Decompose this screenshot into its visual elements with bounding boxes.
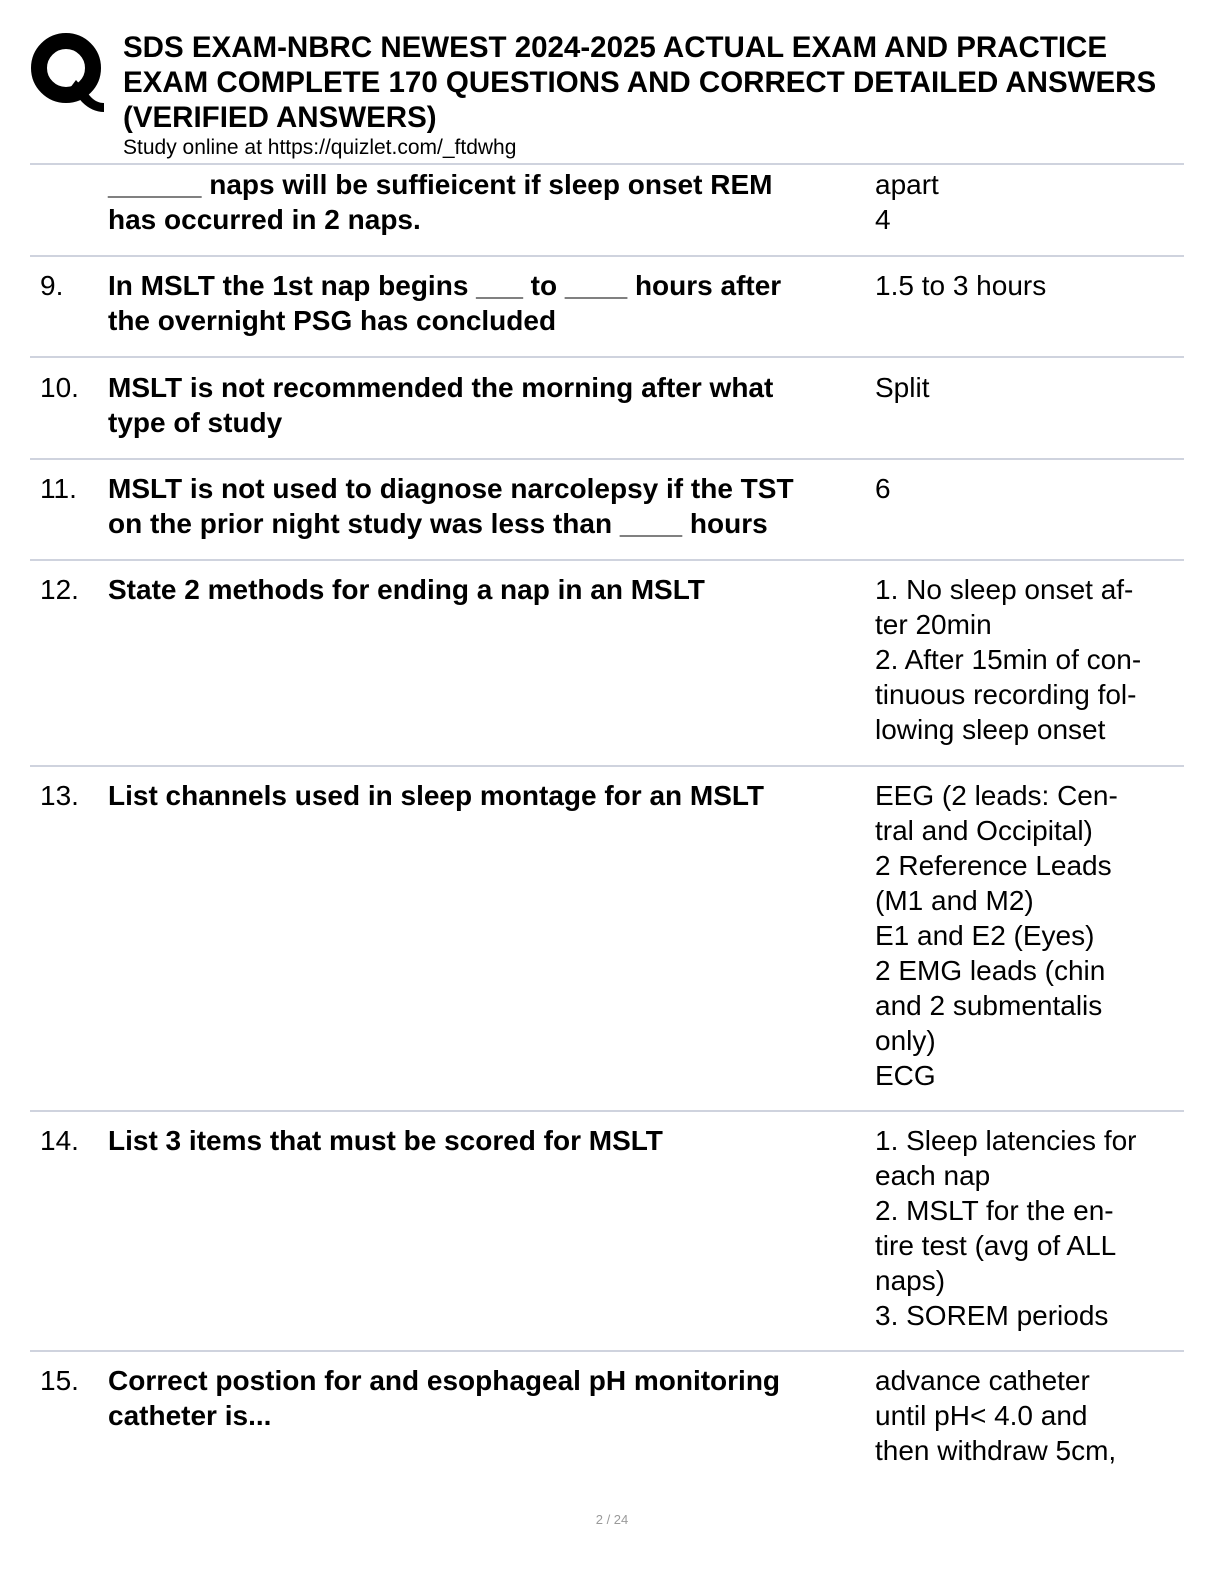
divider [30,559,1184,561]
document-title [123,30,1224,135]
question-line: MSLT is not used to diagnose narcolepsy if the TST [108,473,794,504]
question-line: Correct postion for and esophageal pH monitoring [108,1365,781,1396]
answer-line: E1 and E2 (Eyes) [875,920,1095,951]
card-question [108,572,878,607]
answer-line: apart [875,169,939,200]
card-question [108,1123,878,1158]
card-number: 9. [40,270,64,301]
answer-line: 1.5 to 3 hours [875,270,1047,301]
answer-line: 3. SOREM periods [875,1300,1109,1331]
answer-line: 4 [875,204,891,235]
answer-line: lowing sleep onset [875,714,1106,745]
card-number: 12. [40,574,79,605]
divider [30,255,1184,257]
card-question [108,778,878,813]
question-line: MSLT is not recommended the morning after what [108,372,774,403]
card-answer [875,572,1205,747]
answer-line: ECG [875,1060,936,1091]
card-question [108,471,878,541]
answer-line: advance catheter [875,1365,1090,1396]
divider [30,765,1184,767]
divider [30,356,1184,358]
card-answer [875,778,1205,1093]
answer-line: 6 [875,473,891,504]
question-line: type of study [108,407,283,438]
card-answer [875,471,1205,506]
divider [30,1110,1184,1112]
card-number: 14. [40,1125,79,1156]
answer-line: naps) [875,1265,946,1296]
answer-line: only) [875,1025,936,1056]
question-line: catheter is... [108,1400,272,1431]
question-line: has occurred in 2 naps. [108,204,421,235]
title-line-1: SDS EXAM-NBRC NEWEST 2024-2025 ACTUAL EXAM AND PRACTICE [123,31,1108,64]
card-answer [875,1363,1205,1468]
card-number: 11. [40,473,77,504]
answer-line: (M1 and M2) [875,885,1034,916]
question-line: List channels used in sleep montage for an MSLT [108,780,765,811]
title-line-2: EXAM COMPLETE 170 QUESTIONS AND CORRECT DETAILED ANSWERS [123,66,1157,99]
card-question [108,370,878,440]
study-online-link[interactable]: Study online at https://quizlet.com/_ftdwhg [123,136,517,159]
answer-line: 2. After 15min of con- [875,644,1142,675]
page-number: 2 / 24 [595,1512,629,1527]
answer-line: tire test (avg of ALL [875,1230,1117,1261]
title-line-3: (VERIFIED ANSWERS) [123,101,437,134]
question-line: List 3 items that must be scored for MSLT [108,1125,663,1156]
card-number: 15. [40,1365,79,1396]
answer-line: 1. Sleep latencies for [875,1125,1137,1156]
answer-line: tral and Occipital) [875,815,1093,846]
answer-line: 2 EMG leads (chin [875,955,1106,986]
answer-line: Split [875,372,930,403]
answer-line: 2. MSLT for the en- [875,1195,1114,1226]
answer-line: 2 Reference Leads [875,850,1112,881]
card-answer [875,1123,1205,1333]
answer-line: then withdraw 5cm, [875,1435,1117,1466]
answer-line: ter 20min [875,609,992,640]
quizlet-q-logo-icon [30,30,106,112]
question-line: In MSLT the 1st nap begins ___ to ____ hours after [108,270,782,301]
divider [30,163,1184,165]
question-line: ______ naps will be suffieicent if sleep onset REM [108,169,773,200]
question-line: on the prior night study was less than ____ hours [108,508,768,539]
answer-line: and 2 submentalis [875,990,1103,1021]
card-answer [875,167,1205,237]
card-answer [875,268,1205,303]
answer-line: 1. No sleep onset af- [875,574,1134,605]
answer-line: tinuous recording fol- [875,679,1137,710]
answer-line: EEG (2 leads: Cen- [875,780,1118,811]
card-question [108,268,878,338]
card-number: 13. [40,780,79,811]
question-line: State 2 methods for ending a nap in an MSLT [108,574,705,605]
divider [30,458,1184,460]
card-number: 10. [40,372,79,403]
card-question [108,167,878,237]
divider [30,1350,1184,1352]
answer-line: each nap [875,1160,991,1191]
question-line: the overnight PSG has concluded [108,305,557,336]
answer-line: until pH< 4.0 and [875,1400,1088,1431]
card-answer [875,370,1205,405]
card-question [108,1363,878,1433]
